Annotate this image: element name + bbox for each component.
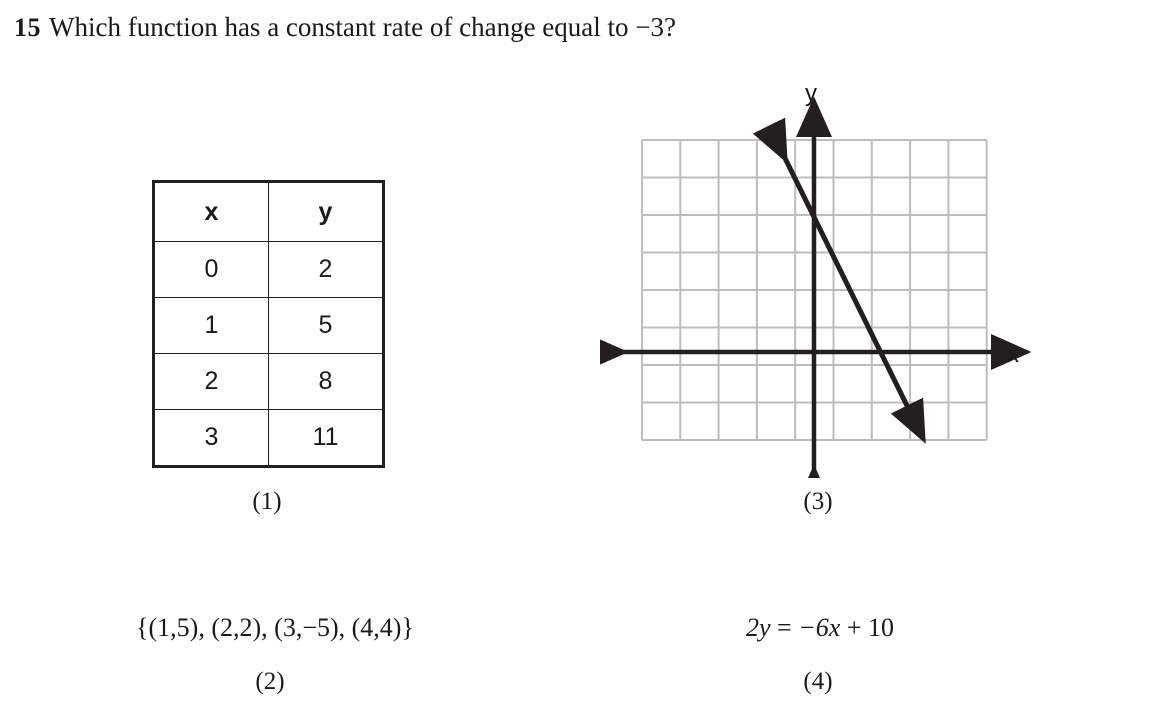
equation-rhs-term: −6x [798,613,841,642]
question-line [14,10,1114,45]
equation-lhs: 2y [746,613,771,642]
table-cell-y: 2 [269,242,384,298]
table-row [154,354,384,410]
table-row [154,242,384,298]
function-table [152,180,385,468]
option-2-set: {(1,5), (2,2), (3,−5), (4,4)} [136,613,414,642]
table-header-row [154,182,384,242]
option-4-equation [640,613,1000,643]
table-cell-y: 11 [269,410,384,467]
x-axis-label: x [1007,341,1019,368]
equation-equals: = [777,613,792,642]
option-1-table-wrapper [152,180,385,468]
table-cell-x: 1 [154,298,269,354]
table-cell-y: 5 [269,298,384,354]
table-header-x: x [154,182,269,242]
table-cell-x: 0 [154,242,269,298]
question-number: 15 [14,13,41,42]
plotted-line [780,148,918,428]
question-text: Which function has a constant rate of change equal to −3? [49,12,676,42]
table-row [154,410,384,467]
table-cell-x: 3 [154,410,269,467]
table-row [154,298,384,354]
table-cell-y: 8 [269,354,384,410]
table-cell-x: 2 [154,354,269,410]
coordinate-plane-svg [600,78,1040,478]
table-header-y: y [269,182,384,242]
option-4-label: (4) [803,668,833,695]
option-3-graph [600,78,1040,478]
option-1-label: (1) [252,488,282,515]
option-2-label: (2) [255,668,285,695]
option-3-label: (3) [803,488,833,515]
y-axis-label: y [805,80,817,107]
equation-rhs-constant: + 10 [846,613,894,642]
